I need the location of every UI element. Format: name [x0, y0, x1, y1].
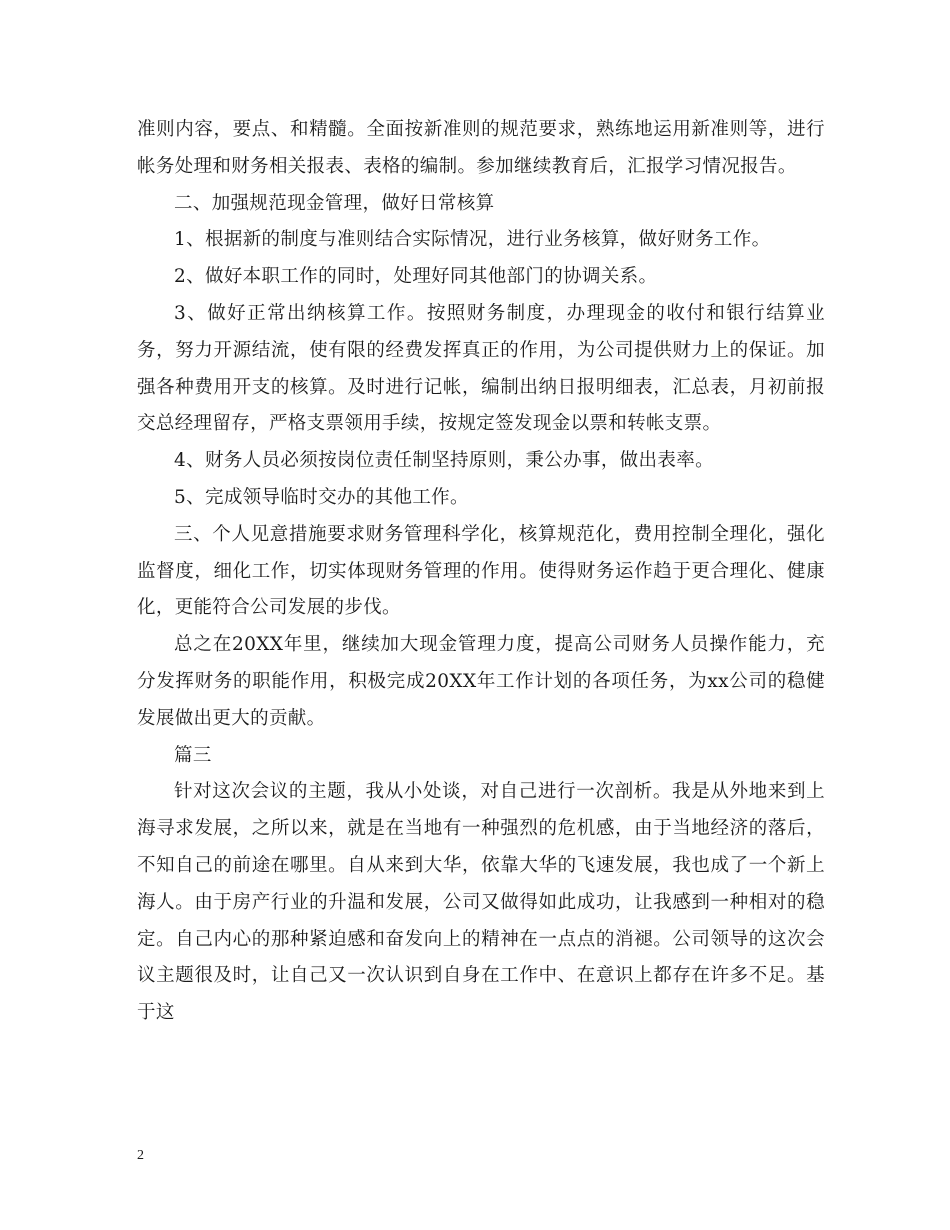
- chapter-three-paragraph: 针对这次会议的主题，我从小处谈，对自己进行一次剖析。我是从外地来到上海寻求发展，之所以来，就是在当地有一种强烈的危机感，由于当地经济的落后，不知自己的前途在哪里。自从来到大华，依靠大华的飞速发展，我也成了一个新上海人。由于房产行业的升温和发展，公司又做得如此成功，让我感到一种相对的稳定。自己内心的那种紧迫感和奋发向上的精神在一点点的消褪。公司领导的这次会议主题很及时，让自己又一次认识到自身在工作中、在意识上都存在许多不足。基于这: [137, 781, 825, 1024]
- summary-paragraph: 总之在20XX年里，继续加大现金管理力度，提高公司财务人员操作能力，充分发挥财务的职能作用，积极完成20XX年工作计划的各项任务，为xx公司的稳健发展做出更大的贡献。: [137, 634, 825, 729]
- heading-section-three: 三、个人见意措施要求财务管理科学化，核算规范化，费用控制全理化，强化监督度，细化工作，切实体现财务管理的作用。使得财务运作趋于更合理化、健康化，更能符合公司发展的步伐。: [137, 523, 825, 619]
- list-item-1: 1、根据新的制度与准则结合实际情况，进行业务核算，做好财务工作。: [174, 229, 771, 251]
- paragraph-continuation: 准则内容，要点、和精髓。全面按新准则的规范要求，熟练地运用新准则等，进行帐务处理和财务相关报表、表格的编制。参加继续教育后，汇报学习情况报告。: [137, 119, 825, 177]
- list-item-5: 5、完成领导临时交办的其他工作。: [174, 486, 469, 508]
- page-number: 2: [137, 1148, 144, 1163]
- list-item-4: 4、财务人员必须按岗位责任制坚持原则，秉公办事，做出表率。: [174, 450, 714, 472]
- list-item-2: 2、做好本职工作的同时，处理好同其他部门的协调关系。: [174, 266, 658, 288]
- heading-section-two: 二、加强规范现金管理，做好日常核算: [174, 192, 495, 214]
- list-item-3: 3、做好正常出纳核算工作。按照财务制度，办理现金的收付和银行结算业务，努力开源结流，使有限的经费发挥真正的作用，为公司提供财力上的保证。加强各种费用开支的核算。及时进行记帐，编制出纳日报明细表，汇总表，月初前报交总经理留存，严格支票领用手续，按规定签发现金以票和转帐支票。: [137, 302, 825, 435]
- body-text: [137, 112, 825, 1032]
- chapter-heading: 篇三: [174, 744, 212, 766]
